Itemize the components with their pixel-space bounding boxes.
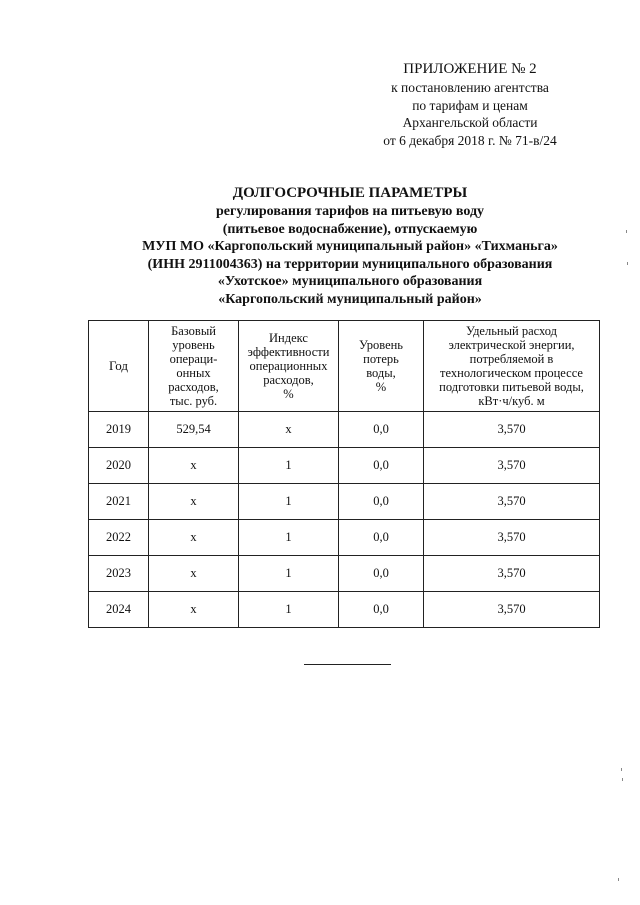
- title-line: МУП МО «Каргопольский муниципальный район» «Тихманьга»: [142, 239, 558, 254]
- cell-water-loss: 0,0: [339, 592, 424, 628]
- scan-speck: [621, 768, 622, 771]
- cell-water-loss: 0,0: [339, 520, 424, 556]
- header-year: Год: [89, 321, 149, 412]
- scan-speck: [622, 778, 623, 781]
- header-line: Уровень: [358, 338, 404, 352]
- cell-base-opex: х: [149, 520, 239, 556]
- cell-water-loss: 0,0: [339, 556, 424, 592]
- cell-energy: 3,570: [424, 448, 600, 484]
- cell-energy: 3,570: [424, 412, 600, 448]
- cell-year: 2021: [89, 484, 149, 520]
- header-line: электрической энергии,: [448, 338, 575, 352]
- header-water-loss: [339, 321, 424, 412]
- cell-efficiency-index: 1: [239, 448, 339, 484]
- header-line: %: [375, 380, 387, 394]
- table-row: [89, 520, 600, 556]
- header-line: эффективности: [247, 345, 330, 359]
- cell-energy: 3,570: [424, 592, 600, 628]
- header-line: воды,: [366, 366, 396, 380]
- cell-efficiency-index: 1: [239, 556, 339, 592]
- cell-efficiency-index: х: [239, 412, 339, 448]
- cell-energy: 3,570: [424, 520, 600, 556]
- document-title: [60, 184, 640, 308]
- title-line: (питьевое водоснабжение), отпускаемую: [222, 221, 478, 237]
- cell-efficiency-index: 1: [239, 592, 339, 628]
- header-line: онных: [176, 366, 211, 380]
- table-row: [89, 592, 600, 628]
- header-line: потребляемой в: [469, 352, 554, 366]
- parameters-table: [88, 320, 600, 628]
- table-row: [89, 484, 600, 520]
- cell-energy: 3,570: [424, 556, 600, 592]
- title-line: «Каргопольский муниципальный район»: [218, 291, 482, 307]
- header-line: подготовки питьевой воды,: [439, 380, 584, 394]
- appendix-heading: ПРИЛОЖЕНИЕ № 2: [403, 61, 537, 77]
- cell-year: 2019: [89, 412, 149, 448]
- title-line: (ИНН 2911004363) на территории муниципального образования: [147, 256, 553, 272]
- header-line: операционных: [249, 359, 328, 373]
- header-energy-consumption: [424, 321, 600, 412]
- header-efficiency-index: [239, 321, 339, 412]
- cell-base-opex: х: [149, 592, 239, 628]
- header-base-opex: [149, 321, 239, 412]
- cell-water-loss: 0,0: [339, 448, 424, 484]
- scan-speck: [627, 262, 628, 265]
- scan-speck: [618, 878, 619, 881]
- cell-year: 2024: [89, 592, 149, 628]
- header-line: расходов,: [168, 380, 219, 394]
- header-line: %: [283, 387, 294, 401]
- appendix-line: по тарифам и ценам: [412, 97, 528, 113]
- table-row: [89, 556, 600, 592]
- header-line: расходов,: [263, 373, 314, 387]
- header-line: Удельный расход: [465, 324, 558, 338]
- header-line: кВт·ч/куб. м: [478, 394, 545, 408]
- header-line: технологическом процессе: [440, 366, 583, 380]
- header-line: операци-: [169, 352, 218, 366]
- cell-efficiency-index: 1: [239, 484, 339, 520]
- appendix-line: Архангельской области: [402, 115, 538, 130]
- appendix-line: от 6 декабря 2018 г. № 71-в/24: [383, 132, 557, 148]
- header-line: Базовый: [171, 324, 216, 338]
- cell-base-opex: х: [149, 556, 239, 592]
- title-line: «Ухотское» муниципального образования: [217, 274, 483, 289]
- table-header-row: [89, 321, 600, 412]
- appendix-line: к постановлению агентства: [391, 80, 549, 95]
- header-line: Индекс: [269, 331, 308, 345]
- header-line: уровень: [172, 338, 215, 352]
- table-row: [89, 412, 600, 448]
- cell-energy: 3,570: [424, 484, 600, 520]
- appendix-block: [340, 60, 600, 149]
- cell-efficiency-index: 1: [239, 520, 339, 556]
- cell-water-loss: 0,0: [339, 484, 424, 520]
- cell-year: 2023: [89, 556, 149, 592]
- cell-water-loss: 0,0: [339, 412, 424, 448]
- title-line: регулирования тарифов на питьевую воду: [215, 204, 485, 219]
- header-line: тыс. руб.: [169, 394, 218, 408]
- header-line: потерь: [363, 352, 399, 366]
- cell-base-opex: 529,54: [149, 412, 239, 448]
- table-row: [89, 448, 600, 484]
- closing-rule: [304, 664, 391, 665]
- cell-year: 2022: [89, 520, 149, 556]
- cell-year: 2020: [89, 448, 149, 484]
- title-line: ДОЛГОСРОЧНЫЕ ПАРАМЕТРЫ: [232, 185, 468, 201]
- cell-base-opex: х: [149, 448, 239, 484]
- scan-speck: [626, 230, 627, 233]
- cell-base-opex: х: [149, 484, 239, 520]
